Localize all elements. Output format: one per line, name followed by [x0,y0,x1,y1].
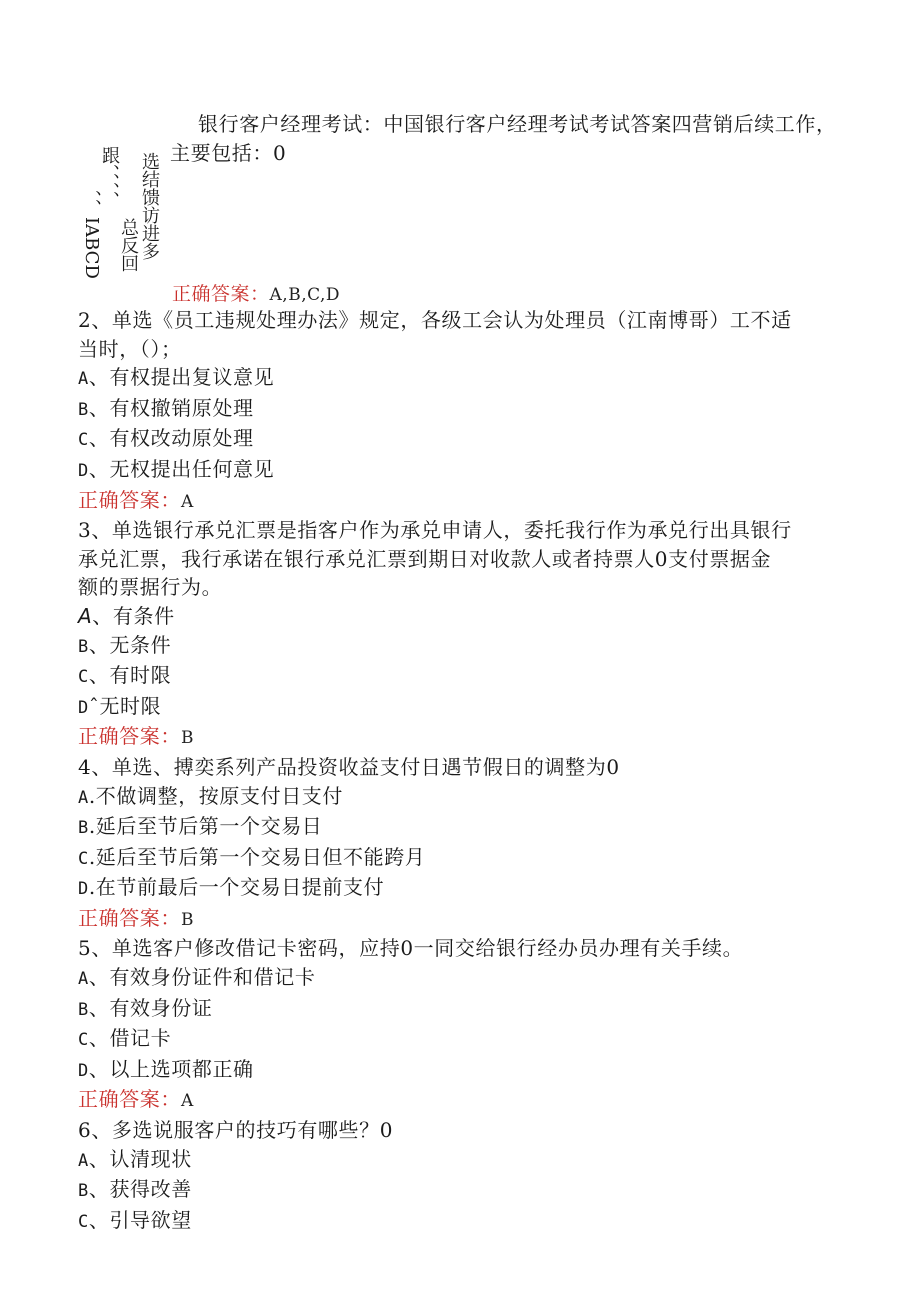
q3-answer: 正确答案：B [78,724,195,749]
q4-option-d: D.在节前最后一个交易日提前支付 [78,875,385,900]
q1-vertical-text: 总反回 [118,218,139,272]
q1-vertical-text: 选结馈访进多 [139,152,160,260]
q6-option-c: C、引导欲望 [78,1207,192,1232]
q2-option-a: A、有权提出复议意见 [78,365,275,390]
q6-stem [78,1116,838,1145]
answer-value: A,B,C,D [269,285,341,305]
q3-option-d: Dˆ无时限 [78,693,162,718]
stem-line: 3、单选银行承兑汇票是指客户作为承兑申请人，委托我行作为承兑行出具银行 [78,518,792,543]
q3-option-c: C、有时限 [78,663,172,688]
q1-stem: 银行客户经理考试：中国银行客户经理考试考试答案四营销后续工作，主要包括：0 [170,112,837,165]
q1-vertical-text: 、、IABCD [81,190,102,279]
q4-option-a: A.不做调整，按原支付日支付 [78,783,344,808]
q2-option-b: B、有权撤销原处理 [78,395,254,420]
stem-line: 2、单选《员工违规处理办法》规定，各级工会认为处理员（江南博哥）工不适 [78,308,792,332]
q3-option-a: A、有条件 [78,603,175,628]
stem-line: 4、单选、搏奕系列产品投资收益支付日遇节假日的调整为0 [78,754,620,779]
stem-line: 当时，（）； [78,336,182,361]
q5-option-d: D、以上选项都正确 [78,1056,254,1081]
answer-label: 正确答案： [172,283,270,305]
stem-line: 额的票据行为。 [78,575,223,600]
q4-option-b: B.延后至节后第一个交易日 [78,814,323,839]
q4-stem [78,753,838,782]
q5-option-b: B、有效身份证 [78,995,213,1020]
q4-option-c: C.延后至节后第一个交易日但不能跨月 [78,844,426,869]
stem-line: 承兑汇票，我行承诺在银行承兑汇票到期日对收款人或者持票人0支付票据金 [78,546,772,571]
q5-answer: 正确答案：A [78,1087,194,1112]
q4-answer: 正确答案：B [78,905,195,930]
stem-line: 6、多选说服客户的技巧有哪些？0 [78,1118,394,1143]
q3-stem [78,516,838,602]
q5-option-a: A、有效身份证件和借记卡 [78,965,316,990]
q2-option-c: C、有权改动原处理 [78,426,254,451]
question-list [78,306,838,1236]
q2-option-d: D、无权提出任何意见 [78,456,275,481]
q1-answer [172,279,340,306]
q3-option-b: B、无条件 [78,632,172,657]
q1-vertical-text: 跟、、、、 [99,146,120,209]
q5-option-c: C、借记卡 [78,1026,172,1051]
q6-option-a: A、认清现状 [78,1146,192,1171]
q6-option-b: B、获得改善 [78,1177,192,1202]
stem-line: 5、单选客户修改借记卡密码，应持0一同交给银行经办员办理有关手续。 [78,936,744,961]
q5-stem [78,934,838,963]
q2-stem [78,306,838,363]
q2-answer: 正确答案：A [78,487,194,512]
